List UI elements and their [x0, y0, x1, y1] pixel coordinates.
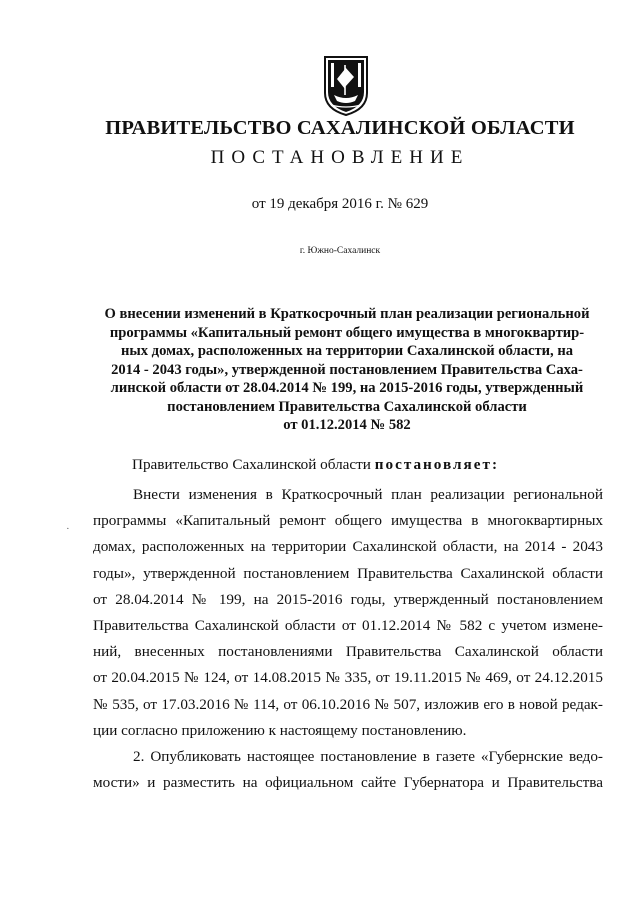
- document-city: г. Южно-Сахалинск: [299, 246, 381, 256]
- subject-line: линской области от 28.04.2014 № 199, на 2015-2016 годы, утвержденный: [110, 380, 584, 396]
- paragraph-line: от 20.04.2015 № 124, от 14.08.2015 № 335, от 19.11.2015 № 469, от 24.12.2015: [93, 669, 603, 687]
- paragraph-line: годы», утвержденной постановлением Правительства Сахалинской области: [93, 564, 603, 582]
- document-subject: [88, 305, 606, 435]
- paragraph-line: Внести изменения в Краткосрочный план реализации региональной: [133, 486, 603, 503]
- subject-line: от 01.12.2014 № 582: [283, 417, 411, 433]
- intro-action: постановляет:: [374, 456, 500, 473]
- subject-line: программы «Капитальный ремонт общего имущества в многоквартир-: [109, 324, 585, 341]
- paragraph-line: ний, внесенных постановлениями Правительства Сахалинской области: [93, 643, 603, 661]
- paragraph-line: 2. Опубликовать настоящее постановление в газете «Губернские ведо-: [133, 747, 603, 765]
- document-type: ПОСТАНОВЛЕНИЕ: [210, 147, 470, 168]
- organization-title: ПРАВИТЕЛЬСТВО САХАЛИНСКОЙ ОБЛАСТИ: [105, 117, 575, 139]
- subject-line: 2014 - 2043 годы», утвержденной постановлением Правительства Саха-: [111, 361, 583, 378]
- intro-prefix: Правительство Сахалинской области: [132, 456, 371, 473]
- subject-line: ных домах, расположенных на территории Сахалинской области, на: [120, 343, 574, 359]
- paragraph-line: ции согласно приложению к настоящему постановлению.: [93, 721, 467, 739]
- subject-line: постановлением Правительства Сахалинской области: [167, 398, 527, 415]
- paragraph-line: домах, расположенных на территории Сахалинской области, на 2014 - 2043: [93, 538, 603, 556]
- document-date-number: от 19 декабря 2016 г. № 629: [251, 196, 429, 212]
- paragraph-line: от 28.04.2014 № 199, на 2015-2016 годы, утвержденный постановлением: [93, 590, 603, 608]
- resolution-intro: [132, 456, 499, 474]
- sakhalin-coat-of-arms-icon: [321, 55, 371, 117]
- resolution-body: [93, 482, 603, 796]
- paragraph-line: № 535, от 17.03.2016 № 114, от 06.10.2016 № 507, изложив его в новой редак-: [93, 695, 603, 713]
- paragraph-line: программы «Капитальный ремонт общего имущества в многоквартирных: [93, 512, 603, 530]
- paragraph-line: Правительства Сахалинской области от 01.12.2014 № 582 с учетом измене-: [93, 616, 603, 634]
- margin-mark: ·: [66, 523, 70, 535]
- paragraph-line: мости» и разместить на официальном сайте Губернатора и Правительства: [93, 774, 603, 792]
- subject-line: О внесении изменений в Краткосрочный план реализации региональной: [104, 306, 590, 322]
